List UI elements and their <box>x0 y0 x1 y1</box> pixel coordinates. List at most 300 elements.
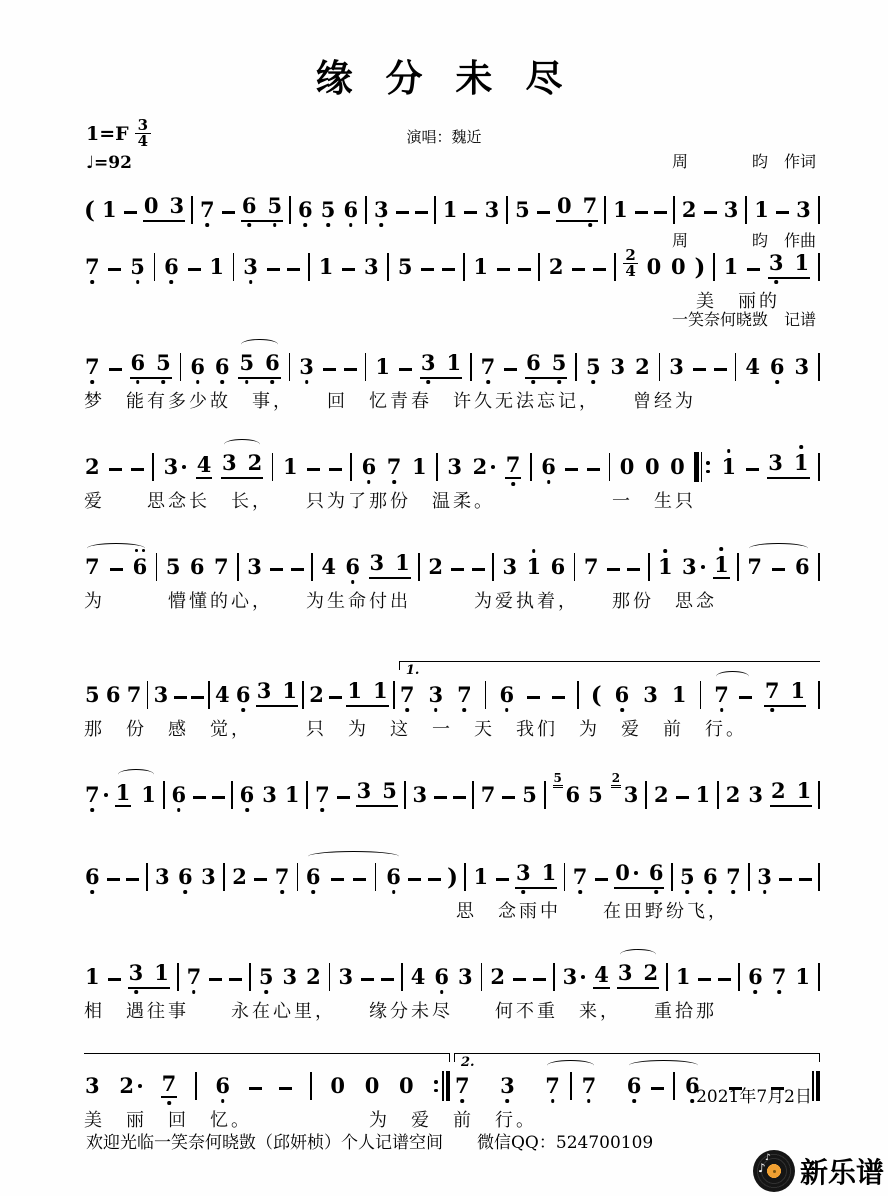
note <box>281 679 298 703</box>
note <box>657 555 674 579</box>
note-digit: 3 <box>169 193 185 218</box>
sustain-dash <box>451 568 464 571</box>
sustain-dash <box>254 878 267 881</box>
note <box>163 455 188 479</box>
note <box>128 961 145 985</box>
barline <box>393 681 395 709</box>
note <box>768 251 785 275</box>
note <box>305 865 322 889</box>
sustain-dash <box>229 978 242 981</box>
note-digit: 1 <box>102 197 117 222</box>
note <box>318 255 335 279</box>
note-digit: 7 <box>85 254 100 279</box>
note-digit: 3 <box>768 250 784 275</box>
note <box>617 961 634 985</box>
barline <box>818 963 820 991</box>
note-digit: 3 <box>338 964 354 989</box>
note <box>612 198 629 222</box>
note-digit: 1 <box>446 350 462 375</box>
note-digit: 0 <box>143 193 159 218</box>
sustain-dash <box>396 211 409 214</box>
note <box>231 865 248 889</box>
vinyl-record-icon <box>753 1150 795 1192</box>
note-digit: 3 <box>163 454 179 479</box>
note <box>412 783 429 807</box>
music-line <box>84 543 820 579</box>
note-digit: 3 <box>768 450 783 475</box>
note-digit: 1 <box>526 554 542 579</box>
sustain-dash <box>209 978 222 981</box>
music-system <box>84 853 820 923</box>
site-logo <box>753 1150 884 1192</box>
key-signature-block <box>86 118 151 173</box>
sustain-dash <box>428 878 441 881</box>
note <box>668 355 685 379</box>
note-digit: 1 <box>282 678 298 703</box>
note <box>428 683 445 707</box>
note-digit: 1 <box>613 197 628 222</box>
note <box>789 679 806 703</box>
music-line <box>84 661 820 707</box>
note <box>153 683 170 707</box>
note <box>84 783 109 807</box>
note-digit: 5 <box>515 197 530 222</box>
note <box>394 551 411 575</box>
note <box>472 255 489 279</box>
rest-note <box>644 455 661 479</box>
tempo-marking: ♩ =92 <box>86 153 132 173</box>
parenthesis: ) <box>447 864 458 891</box>
sustain-dash <box>747 268 760 271</box>
barline <box>506 196 508 224</box>
sustain-dash <box>676 796 689 799</box>
inline-time-signature <box>623 245 637 280</box>
note-digit: 6 <box>298 197 313 222</box>
note-digit: 7 <box>186 964 202 989</box>
sustain-dash <box>779 878 792 881</box>
note-digit: 7 <box>455 1073 470 1098</box>
note <box>189 355 206 379</box>
note-digit: 1 <box>154 960 169 985</box>
barline <box>231 781 233 809</box>
barline <box>737 553 739 581</box>
note-digit: 6 <box>215 1073 230 1098</box>
note <box>723 198 740 222</box>
note-digit: 1 <box>793 450 809 475</box>
note-digit: 1 <box>411 454 427 479</box>
barline <box>700 681 702 709</box>
note-digit: 7 <box>726 864 741 889</box>
note-digit: 6 <box>499 682 515 707</box>
sustain-dash <box>504 368 517 371</box>
barline <box>436 453 438 481</box>
note <box>308 683 325 707</box>
sustain-dash <box>776 211 789 214</box>
sustain-dash <box>453 796 466 799</box>
music-system <box>84 186 820 222</box>
note <box>634 355 651 379</box>
note-digit: 6 <box>265 350 280 375</box>
note-digit: 6 <box>171 782 187 807</box>
note <box>314 783 331 807</box>
note-digit: 7 <box>274 864 290 889</box>
logo-text: 新乐谱 <box>799 1157 884 1188</box>
note-digit: 7 <box>747 554 762 579</box>
music-line <box>84 771 820 807</box>
note-digit: 6 <box>685 1073 700 1098</box>
note <box>264 351 281 375</box>
barline <box>147 681 149 709</box>
augmentation-dot <box>491 465 495 469</box>
note <box>126 683 143 707</box>
sustain-dash <box>651 1087 664 1090</box>
note-digit: 7 <box>480 782 496 807</box>
note-digit: 7 <box>581 1073 597 1098</box>
repeat-dots <box>706 461 710 474</box>
note-digit: 3 <box>262 782 277 807</box>
augmentation-dot <box>701 565 705 569</box>
note-digit: 3 <box>299 354 314 379</box>
note <box>454 1074 471 1098</box>
note <box>118 1074 143 1098</box>
sustain-dash <box>565 468 578 471</box>
note <box>320 198 337 222</box>
note <box>154 865 171 889</box>
tie-group <box>84 555 148 579</box>
barline <box>748 863 750 891</box>
note <box>499 1074 516 1098</box>
music-system <box>84 771 820 807</box>
rest-note <box>670 255 687 279</box>
note <box>84 255 101 279</box>
music-system <box>84 443 820 513</box>
note <box>795 198 812 222</box>
sustain-dash <box>533 978 546 981</box>
note-digit: 1 <box>209 254 224 279</box>
note-digit: 3 <box>201 864 216 889</box>
note-digit: 1 <box>347 678 363 703</box>
note <box>256 679 273 703</box>
note-digit: 2 <box>472 454 488 479</box>
note-digit: 7 <box>161 1071 177 1096</box>
note <box>562 965 587 989</box>
lyrics-line: 相 遇往事 永在心里， 缘分未尽 何不重 来， 重拾那 <box>84 1001 717 1022</box>
note <box>84 1074 101 1098</box>
note-digit: 2 <box>681 197 697 222</box>
note <box>614 683 631 707</box>
note-digit: 1 <box>795 964 810 989</box>
note <box>473 865 490 889</box>
tie-group <box>221 451 263 479</box>
note <box>489 965 506 989</box>
music-system <box>84 953 820 1023</box>
note-digit: 6 <box>769 354 785 379</box>
note <box>764 679 781 703</box>
note-digit: 5 <box>239 350 255 375</box>
barline <box>233 253 235 281</box>
note-digit: 2 <box>643 960 659 985</box>
note <box>593 963 610 989</box>
note <box>213 555 230 579</box>
note-digit: 1 <box>754 197 769 222</box>
note <box>261 783 278 807</box>
note-digit: 2 <box>85 454 100 479</box>
note-digit: 5 <box>680 864 695 889</box>
rest-note <box>143 194 160 218</box>
note <box>501 555 518 579</box>
note-digit: 5 <box>522 782 537 807</box>
sustain-dash <box>249 1087 262 1090</box>
sustain-dash <box>174 696 187 699</box>
note <box>105 683 122 707</box>
note <box>551 351 568 375</box>
note-digit: 3 <box>256 678 272 703</box>
music-line <box>84 443 820 479</box>
sustain-dash <box>270 568 283 571</box>
barline <box>350 453 352 481</box>
note-digit: 1 <box>373 678 388 703</box>
note-digit: 0 <box>330 1073 345 1098</box>
note <box>420 351 437 375</box>
note <box>679 865 696 889</box>
barline <box>818 196 820 224</box>
note-digit: 6 <box>190 354 205 379</box>
note-digit: 1 <box>283 454 298 479</box>
time-numerator: 2 <box>625 245 636 264</box>
note-digit: 3 <box>447 454 462 479</box>
note-digit: 2 <box>306 964 321 989</box>
note-digit: 5 <box>156 350 171 375</box>
note <box>297 198 314 222</box>
note <box>372 679 389 703</box>
note <box>793 251 810 275</box>
augmentation-dot <box>104 793 108 797</box>
sustain-dash <box>108 268 121 271</box>
date-label: 2021年7月2日 <box>696 1087 812 1107</box>
sustain-dash <box>704 211 717 214</box>
barline <box>297 863 299 891</box>
note-digit: 4 <box>321 554 336 579</box>
note-digit: 6 <box>526 350 541 375</box>
augmentation-dot <box>138 1084 142 1088</box>
note-digit: 6 <box>626 1073 642 1098</box>
barline <box>208 681 210 709</box>
note <box>163 255 180 279</box>
sustain-dash <box>552 696 565 699</box>
note <box>611 771 640 807</box>
rest-note <box>614 861 639 885</box>
note-digit: 5 <box>588 782 603 807</box>
note-digit: 3 <box>757 864 772 889</box>
sustain-dash <box>344 368 357 371</box>
sustain-dash <box>342 268 355 271</box>
sustain-dash <box>381 978 394 981</box>
barline <box>156 553 158 581</box>
barline <box>472 781 474 809</box>
note <box>681 198 698 222</box>
barline <box>818 553 820 581</box>
sustain-dash <box>714 368 727 371</box>
note <box>132 555 149 579</box>
note <box>794 965 811 989</box>
note-digit: 0 <box>619 454 635 479</box>
welcome-text: 欢迎光临一笑奈何晓敳（邱妍桢）个人记谱空间 微信QQ：524700109 <box>86 1133 654 1153</box>
note-digit: 3 <box>247 554 262 579</box>
lyrics-line: 美 丽 回 忆。 为 爱 前 行。 <box>84 1110 537 1131</box>
note-digit: 7 <box>771 964 787 989</box>
barline <box>485 681 487 709</box>
rest-note <box>364 1074 381 1098</box>
note-digit: 0 <box>615 860 630 885</box>
dot <box>434 1080 438 1084</box>
sustain-dash <box>635 211 648 214</box>
note-digit: 1 <box>790 678 806 703</box>
sustain-dash <box>698 978 711 981</box>
note <box>713 683 730 707</box>
sustain-dash <box>109 368 122 371</box>
note <box>643 961 660 985</box>
sustain-dash <box>361 978 374 981</box>
note-digit: 7 <box>200 197 215 222</box>
time-denominator: 4 <box>625 261 636 280</box>
note <box>342 198 359 222</box>
note <box>793 451 810 475</box>
note-digit: 2 <box>653 782 669 807</box>
note-digit: 3 <box>412 782 428 807</box>
note <box>200 865 217 889</box>
note-digit: 7 <box>545 1073 560 1098</box>
sustain-dash <box>110 568 123 571</box>
sustain-dash <box>513 978 526 981</box>
note <box>363 255 380 279</box>
volta-bracket <box>454 1053 820 1062</box>
note <box>713 553 730 579</box>
note <box>653 783 670 807</box>
note <box>214 683 231 707</box>
note <box>298 355 315 379</box>
note-digit: 1 <box>141 782 156 807</box>
music-system <box>84 661 820 741</box>
note-digit: 5 <box>551 350 567 375</box>
note <box>771 965 788 989</box>
note <box>433 965 450 989</box>
barline <box>645 781 647 809</box>
sustain-dash <box>442 268 455 271</box>
note <box>247 451 264 475</box>
note <box>84 555 101 579</box>
barline <box>146 863 148 891</box>
note-digit: 3 <box>562 964 578 989</box>
note <box>153 961 170 985</box>
sustain-dash <box>739 696 752 699</box>
barline <box>614 253 616 281</box>
note-digit: 6 <box>386 864 401 889</box>
note-digit: 2 <box>548 254 564 279</box>
barline <box>306 781 308 809</box>
note-digit: 3 <box>682 554 697 579</box>
note <box>572 865 589 889</box>
note <box>695 783 712 807</box>
volta-bracket <box>399 661 820 670</box>
barline <box>365 353 367 381</box>
note <box>583 555 600 579</box>
note <box>498 683 515 707</box>
note-digit: 6 <box>235 682 251 707</box>
lyrics-line: 梦 能有多少故 事， 回 忆青春 许久无法忘记， 曾经为 <box>84 391 696 412</box>
note-digit: 6 <box>85 864 100 889</box>
note <box>626 1074 643 1098</box>
sustain-dash <box>502 796 515 799</box>
bar-thin <box>701 452 703 482</box>
barline <box>481 963 483 991</box>
note-digit: 6 <box>130 350 146 375</box>
beam-group <box>143 194 185 222</box>
note-digit: 4 <box>196 452 212 477</box>
barline <box>223 863 225 891</box>
singer-label: 演唱：魏近 <box>406 128 482 146</box>
note <box>189 555 206 579</box>
barline <box>738 963 740 991</box>
dot <box>434 1089 438 1093</box>
note-digit: 3 <box>723 197 739 222</box>
music-line <box>84 953 820 989</box>
note <box>130 351 147 375</box>
note <box>484 198 501 222</box>
beam-group <box>767 451 809 479</box>
sustain-dash <box>287 268 300 271</box>
barline <box>152 453 154 481</box>
beam-group <box>356 779 398 807</box>
sustain-dash <box>421 268 434 271</box>
note-digit: 3 <box>643 682 658 707</box>
beam-group <box>768 251 810 279</box>
music-line <box>84 343 820 379</box>
barline <box>666 963 668 991</box>
note-digit: 0 <box>671 254 686 279</box>
barline <box>177 963 179 991</box>
note-digit: 3 <box>794 354 810 379</box>
note-digit: 1 <box>794 250 810 275</box>
note <box>386 455 403 479</box>
note <box>101 198 118 222</box>
barline <box>818 863 820 891</box>
note <box>84 455 101 479</box>
beam-group <box>420 351 462 379</box>
note <box>756 865 773 889</box>
composer-credit: 周 昀 作曲 <box>671 230 816 250</box>
note-digit: 2 <box>247 450 263 475</box>
note-digit: 7 <box>457 682 472 707</box>
quarter-note-icon: ♩ <box>86 153 95 173</box>
note <box>526 555 543 579</box>
sustain-dash <box>337 796 350 799</box>
note-digit: 1 <box>657 554 673 579</box>
note <box>702 865 719 889</box>
barline <box>553 963 555 991</box>
note <box>445 351 462 375</box>
note <box>746 555 763 579</box>
note <box>239 783 256 807</box>
tie-group <box>713 683 752 707</box>
note-digit: 3 <box>356 778 372 803</box>
barline <box>191 196 193 224</box>
lyricist-credit: 周 昀 作词 <box>671 151 816 171</box>
barline <box>564 863 566 891</box>
sustain-dash <box>124 211 137 214</box>
note <box>170 783 187 807</box>
note-digit: 6 <box>305 864 321 889</box>
note-digit: 7 <box>714 682 729 707</box>
